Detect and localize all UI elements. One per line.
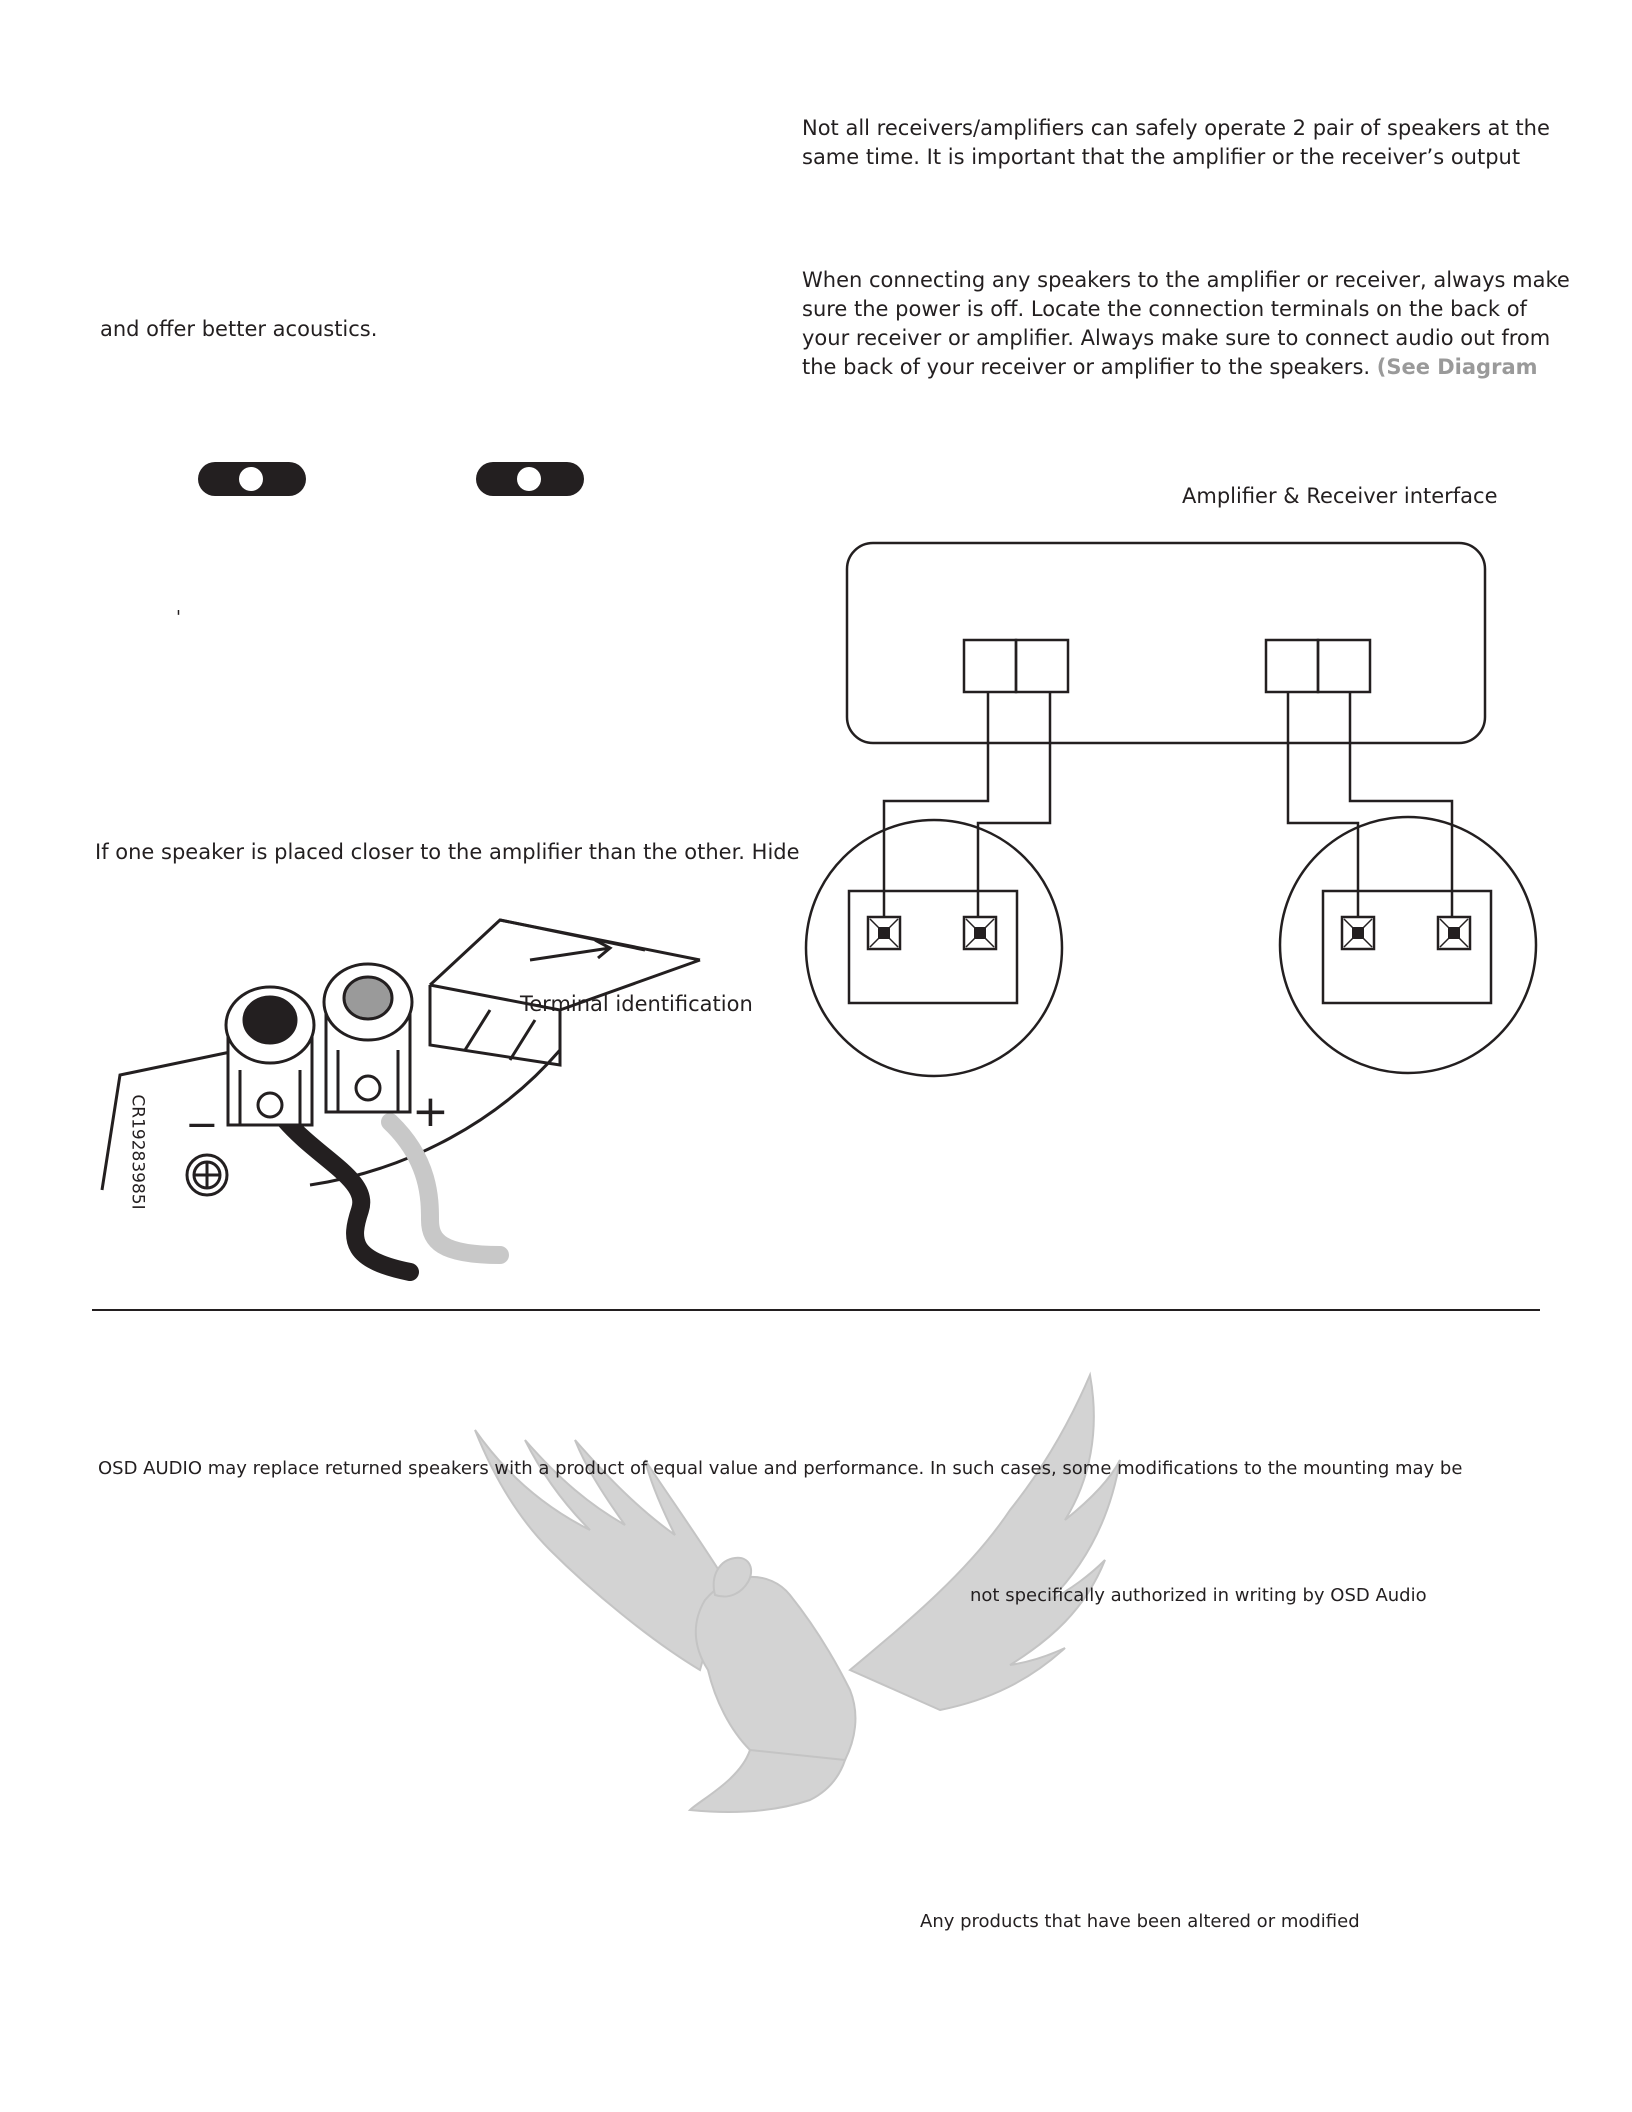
toggle-switch-icon	[198, 462, 306, 496]
speaker-right	[1280, 817, 1536, 1073]
see-diagram-link[interactable]: (See Diagram	[1376, 355, 1538, 379]
section-divider	[92, 1309, 1540, 1311]
amp-terminal-left	[964, 640, 1016, 692]
wiring-diagram	[800, 535, 1580, 1075]
connection-instructions-line-2: sure the power is off. Locate the connection terminals on the back of	[802, 297, 1527, 321]
speaker-left	[806, 820, 1062, 1076]
acoustics-text: and offer better acoustics.	[100, 317, 378, 341]
amp-terminal-left	[1016, 640, 1068, 692]
minus-sign: −	[185, 1102, 219, 1148]
connection-instructions-line-1: When connecting any speakers to the amplifier or receiver, always make	[802, 268, 1570, 292]
amp-terminal-right	[1266, 640, 1318, 692]
amplifier-box	[847, 543, 1485, 743]
terminal-illustration	[90, 900, 730, 1280]
speaker-placement-text: If one speaker is placed closer to the amplifier than the other. Hide	[95, 840, 800, 864]
warranty-line-3: Any products that have been altered or modified	[920, 1911, 1360, 1932]
connection-instructions-line-3: your receiver or amplifier. Always make sure to connect audio out from	[802, 326, 1551, 350]
warranty-line-2: not specifically authorized in writing by OSD Audio	[970, 1585, 1427, 1606]
tick-mark: '	[176, 607, 181, 628]
amp-terminal-right	[1318, 640, 1370, 692]
connection-instructions-line-4: the back of your receiver or amplifier to the speakers. (See Diagram	[802, 355, 1538, 379]
warranty-line-1: OSD AUDIO may replace returned speakers with a product of equal value and performance. In such cases, some modifications to the mounting may be	[98, 1458, 1463, 1479]
diagram-title: Amplifier & Receiver interface	[1182, 484, 1498, 508]
part-number: CR19283985I	[127, 1094, 148, 1210]
screw-icon	[187, 1155, 227, 1195]
terminal-identification-label: Terminal identification	[520, 992, 753, 1016]
plus-sign: +	[412, 1086, 449, 1137]
amplifier-capacity-text-line-1: Not all receivers/amplifiers can safely operate 2 pair of speakers at the	[802, 116, 1550, 140]
amplifier-capacity-text-line-2: same time. It is important that the amplifier or the receiver’s output	[802, 145, 1521, 169]
toggle-switch-icon	[476, 462, 584, 496]
